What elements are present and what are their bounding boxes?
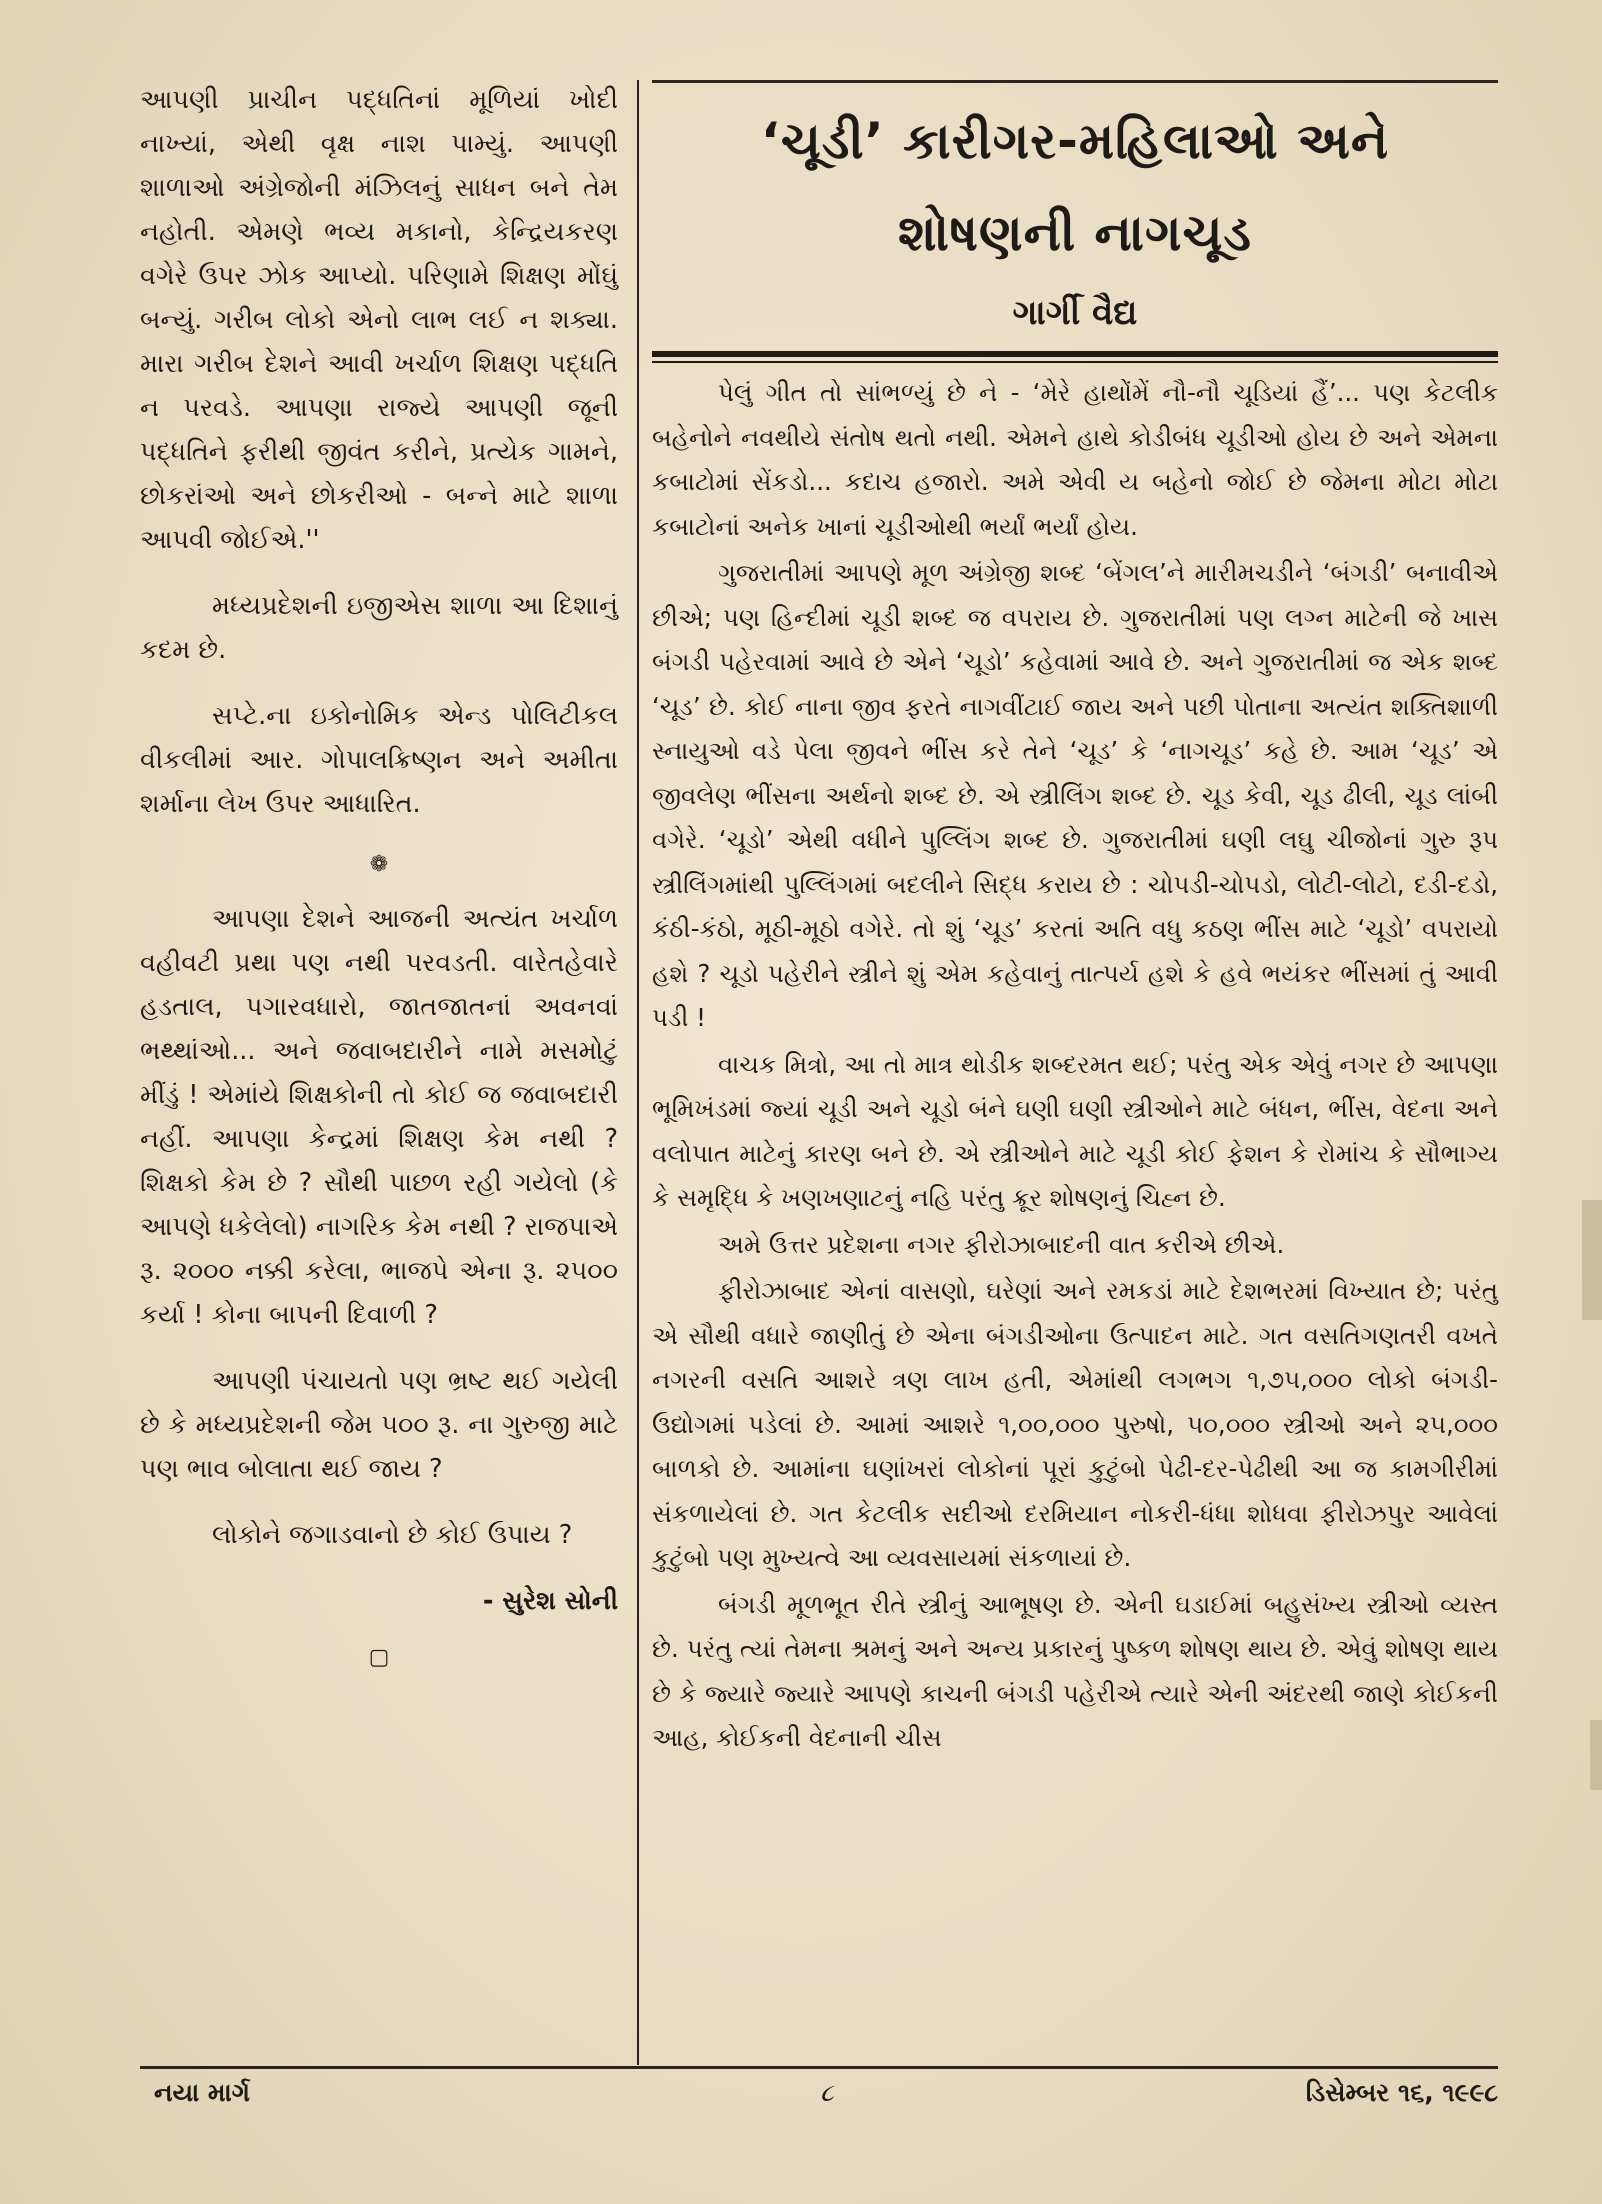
left-paragraph-4: આપણા દેશને આજની અત્યંત ખર્ચાળ વહીવટી પ્રથા પણ નથી પરવડતી. વારેતહેવારે હડતાલ, પગારવધારો, જાતજાતનાં અવનવાં ભથ્થાંઓ... અને જવાબદારીને નામે મસમોટું મીંડું ! એમાંયે શિક્ષકોની તો કોઈ જ જવાબદારી નહીં. આપણા કેન્દ્રમાં શિક્ષણ કેમ નથી ? શિક્ષકો કેમ છે ? સૌથી પાછળ રહી ગયેલો (કે આપણે ધકેલેલો) નાગરિક કેમ નથી ? રાજપાએ રૂ. ૨૦૦૦ નક્કી કરેલા, ભાજપે એના રૂ. ૨૫૦૦ કર્યા ! કોના બાપની દિવાળી ?: [140, 904, 618, 1330]
article-title-line-1: ‘ચૂડી’ કારીગર-મહિલાઓ અને: [760, 112, 1390, 170]
title-rule-thick: [652, 351, 1498, 357]
article-title-line-2: શોષણની નાગચૂડ: [897, 204, 1252, 262]
footer-rule: [140, 2066, 1498, 2069]
article-paragraph-6: બંગડી મૂળભૂત રીતે સ્ત્રીનું આભૂષણ છે. એની ઘડાઈમાં બહુસંખ્ય સ્ત્રીઓ વ્યસ્ત છે. પરંતુ ત્યાં તેમના શ્રમનું અને અન્ય પ્રકારનું પુષ્કળ શોષણ થાય છે. એવું શોષણ થાય છે કે જ્યારે જ્યારે આપણે કાચની બંગડી પહેરીએ ત્યારે એની અંદરથી જાણે કોઈકની આહ, કોઈકની વેદનાની ચીસ: [652, 1589, 1498, 1752]
section-ornament: ❁: [369, 852, 389, 877]
left-paragraph-1: આપણી પ્રાચીન પદ્ધતિનાં મૂળિયાં ખોદી નાખ્યાં, એથી વૃક્ષ નાશ પામ્યું. આપણી શાળાઓ અંગ્રેજોની મંઝિલનું સાધન બને તેમ નહોતી. એમણે ભવ્ય મકાનો, કેન્દ્રિયકરણ વગેરે ઉપર ઝોક આપ્યો. પરિણામે શિક્ષણ મોંઘું બન્યું. ગરીબ લોકો એનો લાભ લઈ ન શક્યા. મારા ગરીબ દેશને આવી ખર્ચાળ શિક્ષણ પદ્ધતિ ન પરવડે. આપણા રાજ્યે આપણી જૂની પદ્ધતિને ફરીથી જીવંત કરીને, પ્રત્યેક ગામને, છોકરાંઓ અને છોકરીઓ - બન્ને માટે શાળા આપવી જોઈએ.'': [140, 85, 618, 555]
title-rule-thin: [652, 361, 1498, 363]
left-paragraph-3: સપ્ટે.ના ઇકોનોમિક એન્ડ પોલિટીકલ વીકલીમાં આર. ગોપાલક્રિષ્ણન અને અમીતા શર્માના લેખ ઉપર આધારિત.: [140, 701, 618, 819]
left-paragraph-6: લોકોને જગાડવાનો છે કોઈ ઉપાય ?: [212, 1520, 573, 1550]
article-paragraph-3: વાચક મિત્રો, આ તો માત્ર થોડીક શબ્દરમત થઈ; પરંતુ એક એવું નગર છે આપણા ભૂમિખંડમાં જ્યાં ચૂડી અને ચૂડો બંને ઘણી ઘણી સ્ત્રીઓને માટે બંધન, ભીંસ, વેદના અને વલોપાત માટેનું કારણ બને છે. એ સ્ત્રીઓને માટે ચૂડી કોઈ ફેશન કે રોમાંચ કે સૌભાગ્ય કે સમૃદ્ધિ કે ખણખણાટનું નહિ પરંતુ ક્રૂર શોષણનું ચિહ્ન છે.: [652, 1049, 1498, 1212]
article-paragraph-2: ગુજરાતીમાં આપણે મૂળ અંગ્રેજી શબ્દ ‘બેંગલ’ને મારીમચડીને ‘બંગડી’ બનાવીએ છીએ; પણ હિન્દીમાં ચૂડી શબ્દ જ વપરાય છે. ગુજરાતીમાં પણ લગ્ન માટેની જે ખાસ બંગડી પહેરવામાં આવે છે એને ‘ચૂડો’ કહેવામાં આવે છે. અને ગુજરાતીમાં જ એક શબ્દ ‘ચૂડ’ છે. કોઈ નાના જીવ ફરતે નાગવીંટાઈ જાય અને પછી પોતાના અત્યંત શક્તિશાળી સ્નાયુઓ વડે પેલા જીવને ભીંસ કરે તેને ‘ચૂડ’ કે ‘નાગચૂડ’ કહે છે. આમ ‘ચૂડ’ એ જીવલેણ ભીંસના અર્થનો શબ્દ છે. એ સ્ત્રીલિંગ શબ્દ છે. ચૂડ કેવી, ચૂડ ઢીલી, ચૂડ લાંબી વગેરે. ‘ચૂડો’ એથી વધીને પુલ્લિંગ શબ્દ છે. ગુજરાતીમાં ઘણી લઘુ ચીજોનાં ગુરુ રૂપ સ્ત્રીલિંગમાંથી પુલ્લિંગમાં બદલીને સિદ્ધ કરાય છે : ચોપડી-ચોપડો, લોટી-લોટો, દડી-દડો, કંઠી-કંઠો, મૂઠી-મૂઠો વગેરે. તો શું ‘ચૂડ’ કરતાં અતિ વધુ કઠણ ભીંસ માટે ‘ચૂડો’ વપરાયો હશે ? ચૂડો પહેરીને સ્ત્રીને શું એમ કહેવાનું તાત્પર્ય હશે કે હવે ભયંકર ભીંસમાં તું આવી પડી !: [652, 558, 1498, 1032]
author-signature: - સુરેશ સોની: [482, 1586, 618, 1616]
column-divider: [637, 80, 639, 2065]
torn-edge-mark: [1582, 1200, 1602, 1320]
article-author: ગાર્ગી વૈદ્ય: [1012, 293, 1138, 333]
publication-name: નયા માર્ગ: [154, 2078, 250, 2107]
article-paragraph-5: ફીરોઝાબાદ એનાં વાસણો, ઘરેણાં અને રમકડાં માટે દેશભરમાં વિખ્યાત છે; પરંતુ એ સૌથી વધારે જાણીતું છે એના બંગડીઓના ઉત્પાદન માટે. ગત વસતિગણતરી વખતે નગરની વસતિ આશરે ત્રણ લાખ હતી, એમાંથી લગભગ ૧,૭૫,૦૦૦ લોકો બંગડી-ઉદ્યોગમાં પડેલાં છે. આમાં આશરે ૧,૦૦,૦૦૦ પુરુષો, ૫૦,૦૦૦ સ્ત્રીઓ અને ૨૫,૦૦૦ બાળકો છે. આમાંના ઘણાંખરાં લોકોનાં પૂરાં કુટુંબો પેઢી-દર-પેઢીથી આ જ કામગીરીમાં સંકળાયેલાં છે. ગત કેટલીક સદીઓ દરમિયાન નોકરી-ધંધા શોધવા ફીરોઝપુર આવેલાં કુટુંબો પણ મુખ્યત્વે આ વ્યવસાયમાં સંકળાયાં છે.: [652, 1276, 1498, 1572]
left-paragraph-5: આપણી પંચાયતો પણ ભ્રષ્ટ થઈ ગયેલી છે કે મધ્યપ્રદેશની જેમ ૫૦૦ રૂ. ના ગુરુજી માટે પણ ભાવ બોલાતા થઈ જાય ?: [140, 1366, 618, 1484]
left-paragraph-2: મધ્યપ્રદેશની ઇજીએસ શાળા આ દિશાનું કદમ છે.: [140, 591, 618, 665]
article-column: [652, 80, 1498, 1763]
article-paragraph-1: પેલું ગીત તો સાંભળ્યું છે ને - ‘મેરે હાથોંમેં નૌ-નૌ ચૂડિયાં હૈં’... પણ કેટલીક બહેનોને નવથીયે સંતોષ થતો નથી. એમને હાથે કોડીબંધ ચૂડીઓ હોય છે અને એમના કબાટોમાં સેંકડો... કદાચ હજારો. અમે એવી ય બહેનો જોઈ છે જેમના મોટા મોટા કબાટોનાં અનેક ખાનાં ચૂડીઓથી ભર્યાં ભર્યાં હોય.: [652, 378, 1498, 541]
page-footer: [140, 2078, 1498, 2118]
page-number: ૮: [820, 2078, 834, 2107]
top-rule: [652, 80, 1498, 83]
left-column: [140, 78, 618, 1670]
article-paragraph-4: અમે ઉત્તર પ્રદેશના નગર ફીરોઝાબાદની વાત કરીએ છીએ.: [718, 1229, 1285, 1259]
end-mark-icon: ▢: [368, 1645, 390, 1670]
torn-edge-mark: [1590, 1720, 1602, 1790]
issue-date: ડિસેમ્બર ૧૬, ૧૯૯૮: [1305, 2078, 1498, 2107]
